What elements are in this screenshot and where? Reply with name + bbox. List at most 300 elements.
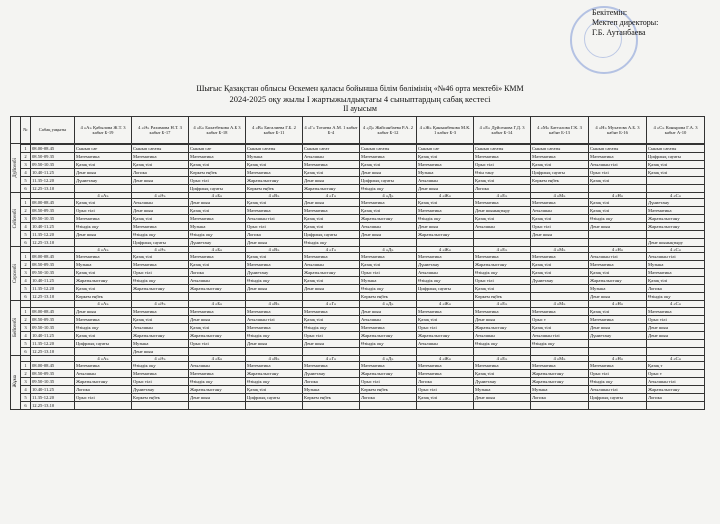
- subject-cell: Жаратылыстану: [189, 285, 246, 293]
- lesson-number: 4: [21, 277, 31, 285]
- subject-cell: Дене шын: [189, 315, 246, 323]
- column-header: 4 «Н» Мухатова А.Б. 3 кабнт Б-16: [589, 117, 647, 144]
- subject-cell: Логика: [647, 393, 705, 401]
- subject-cell: [531, 239, 589, 247]
- subject-cell: Ағылшын: [474, 223, 531, 231]
- subject-cell: Цифрлық сауаты: [75, 339, 132, 347]
- class-label: 4 «Ә»: [132, 301, 189, 307]
- class-label: 4 «Д»: [360, 247, 417, 253]
- subject-cell: Өзіндік оқу: [647, 293, 705, 301]
- subject-cell: Дене шын: [75, 169, 132, 177]
- subject-cell: Ағылшын: [474, 331, 531, 339]
- lesson-row: [11, 177, 705, 185]
- subject-cell: Сынып сағаты: [589, 145, 647, 153]
- class-label: 4 «А»: [75, 193, 132, 199]
- subject-cell: [303, 293, 360, 301]
- subject-cell: Дене шынықтыру: [474, 207, 531, 215]
- lesson-number: 3: [21, 269, 31, 277]
- subject-cell: Жаратылыстану: [474, 323, 531, 331]
- subject-cell: [647, 339, 705, 347]
- subject-cell: Дүниетану: [589, 331, 647, 339]
- subject-cell: [132, 185, 189, 193]
- subject-cell: [589, 239, 647, 247]
- subject-cell: Өзіндік оқу: [303, 323, 360, 331]
- class-label: 4 «Н»: [589, 301, 647, 307]
- subject-cell: Қазақ тілі: [589, 199, 647, 207]
- subject-cell: [647, 177, 705, 185]
- subject-cell: Ағылшын: [417, 177, 474, 185]
- subject-cell: Математика: [246, 307, 303, 315]
- subject-cell: [360, 347, 417, 355]
- class-label: 4 «Н»: [589, 193, 647, 199]
- lesson-number: 2: [21, 315, 31, 323]
- subject-cell: Қазақ тілі: [246, 253, 303, 261]
- subject-cell: Жаратылыстану: [474, 261, 531, 269]
- subject-cell: Орыс тілі: [303, 331, 360, 339]
- subject-cell: Дене шын: [417, 185, 474, 193]
- subject-cell: Дене шын: [303, 199, 360, 207]
- subject-cell: Көркем еңбек: [75, 293, 132, 301]
- subject-cell: Дене шын: [589, 293, 647, 301]
- lesson-number: 3: [21, 323, 31, 331]
- subject-cell: Ағылшын тілі: [246, 215, 303, 223]
- column-header: 4 «В» Бигалиева Г.Б. 2 кабнт Б-11: [246, 117, 303, 144]
- subject-cell: Қазақ тілі: [647, 169, 705, 177]
- subject-cell: Көркем еңбек: [360, 385, 417, 393]
- subject-cell: Дене шынықтыру: [647, 239, 705, 247]
- subject-cell: Музыка: [417, 169, 474, 177]
- subject-cell: Математика: [132, 261, 189, 269]
- subject-cell: Музыка: [647, 261, 705, 269]
- subject-cell: Цифрлық сауаты: [246, 393, 303, 401]
- subject-cell: Математика: [589, 153, 647, 161]
- subject-cell: Қазақ тілі: [531, 323, 589, 331]
- subject-cell: Математика: [132, 307, 189, 315]
- subject-cell: Музыка: [474, 385, 531, 393]
- subject-cell: Математика: [360, 153, 417, 161]
- subject-cell: Математика: [75, 215, 132, 223]
- subject-cell: Сынып сағаты: [531, 145, 589, 153]
- subject-cell: Көркем еңбек: [360, 293, 417, 301]
- subject-cell: Музыка: [531, 385, 589, 393]
- lesson-time: 10.40-11.25: [31, 169, 75, 177]
- subject-cell: Қазақ тілі: [189, 323, 246, 331]
- lesson-row: [11, 401, 705, 409]
- header-row: [11, 117, 705, 144]
- subject-cell: [589, 185, 647, 193]
- subject-cell: [303, 347, 360, 355]
- class-label: 4 «М»: [531, 247, 589, 253]
- subject-cell: [360, 401, 417, 409]
- subject-cell: Жаратылыстану: [189, 331, 246, 339]
- subject-cell: [647, 185, 705, 193]
- subject-cell: Жаратылыстану: [360, 215, 417, 223]
- subject-cell: [474, 401, 531, 409]
- subject-cell: Жаратылыстану: [75, 277, 132, 285]
- subject-cell: Жаратылыстану: [531, 377, 589, 385]
- lesson-number: 3: [21, 161, 31, 169]
- day-cell: [11, 355, 21, 409]
- subject-cell: [647, 401, 705, 409]
- lesson-number: 6: [21, 185, 31, 193]
- subject-cell: Қазақ тілі: [589, 307, 647, 315]
- subject-cell: Ағылшын тілі: [246, 315, 303, 323]
- class-label: 4 «Г»: [303, 247, 360, 253]
- subject-cell: Музыка: [75, 261, 132, 269]
- lesson-number: 1: [21, 361, 31, 369]
- subject-cell: Өзіндік оқу: [246, 277, 303, 285]
- subject-cell: Цифрлық сауаты: [647, 153, 705, 161]
- subject-cell: Дене шын: [75, 231, 132, 239]
- lesson-row: [11, 269, 705, 277]
- subject-cell: Қазақ тілі: [531, 261, 589, 269]
- subject-cell: Математика: [303, 161, 360, 169]
- subject-cell: Логика: [360, 393, 417, 401]
- subject-cell: Өзіндік оқу: [189, 231, 246, 239]
- subject-cell: Қазақ тілі: [75, 269, 132, 277]
- subject-cell: Логика: [75, 385, 132, 393]
- subject-cell: Дене шын: [589, 223, 647, 231]
- lesson-number: 4: [21, 331, 31, 339]
- subject-cell: Дүниетану: [474, 377, 531, 385]
- day-cell: [11, 247, 21, 301]
- class-label: 4 «Д»: [360, 193, 417, 199]
- subject-cell: Математика: [189, 253, 246, 261]
- lesson-number: 5: [21, 177, 31, 185]
- subject-cell: [589, 231, 647, 239]
- lesson-number: 2: [21, 153, 31, 161]
- subject-cell: [589, 339, 647, 347]
- subject-cell: Математика: [75, 315, 132, 323]
- subject-cell: Қазақ тілі: [132, 253, 189, 261]
- subject-cell: Жаратылыстану: [417, 331, 474, 339]
- subject-cell: Қазақ тілі: [647, 161, 705, 169]
- lesson-number: 1: [21, 307, 31, 315]
- subject-cell: Сынып сағаты: [246, 145, 303, 153]
- subject-cell: Логика: [531, 393, 589, 401]
- subject-cell: Математика: [417, 253, 474, 261]
- subject-cell: Математика: [531, 199, 589, 207]
- lesson-row: [11, 315, 705, 323]
- lesson-time: 11.35-12.20: [31, 285, 75, 293]
- subject-cell: Өзіндік оқу: [246, 377, 303, 385]
- subject-cell: Математика: [246, 361, 303, 369]
- class-label: 4 «В»: [246, 193, 303, 199]
- subject-cell: Қазақ тілі: [75, 285, 132, 293]
- subject-cell: Математика: [75, 361, 132, 369]
- subject-cell: Орыс тілі: [246, 223, 303, 231]
- day-label: Сәрсенбі: [12, 263, 18, 283]
- lesson-time: 08.50-09.35: [31, 207, 75, 215]
- lesson-time: 09.50-10.35: [31, 323, 75, 331]
- class-label: 4 «Д»: [360, 301, 417, 307]
- lesson-time: 12.25-13.10: [31, 401, 75, 409]
- lesson-row: [11, 347, 705, 355]
- subject-cell: Цифрлық сауаты: [303, 231, 360, 239]
- subject-cell: Логика: [474, 185, 531, 193]
- subject-cell: Орыс тілі: [360, 269, 417, 277]
- subject-cell: Қазақ тілі: [417, 199, 474, 207]
- class-label: 4 «Ж»: [417, 247, 474, 253]
- lesson-row: [11, 185, 705, 193]
- subject-cell: Дене шын: [189, 393, 246, 401]
- subject-cell: Қазақ тілі: [417, 315, 474, 323]
- subject-cell: Қазақ тілі: [189, 207, 246, 215]
- lesson-time: 09.50-10.35: [31, 215, 75, 223]
- subject-cell: Дене шын: [303, 285, 360, 293]
- subject-cell: Дене шын: [132, 347, 189, 355]
- class-label: 4 «Ж»: [417, 355, 474, 361]
- subject-cell: Қазақ тілі: [589, 207, 647, 215]
- subject-cell: Музыка: [360, 277, 417, 285]
- subject-cell: Дене шын: [132, 177, 189, 185]
- subject-cell: Дене шын: [189, 199, 246, 207]
- lesson-time: 10.40-11.25: [31, 385, 75, 393]
- lesson-row: [11, 385, 705, 393]
- subject-cell: Қазақ т: [647, 361, 705, 369]
- subject-cell: Көркем еңбек: [189, 169, 246, 177]
- subject-cell: Дене шын: [417, 223, 474, 231]
- lesson-time: 08.00-08.45: [31, 199, 75, 207]
- subject-cell: Орыс тілі: [417, 323, 474, 331]
- subject-cell: [132, 293, 189, 301]
- column-header: 4 «Е» Дүйсенова Г.Д. 3 кабнт Б-14: [474, 117, 531, 144]
- class-label: 4 «С»: [647, 247, 705, 253]
- subject-cell: Ағылшын: [189, 361, 246, 369]
- subject-cell: Өзіндік оқу: [360, 185, 417, 193]
- subject-cell: Математика: [246, 323, 303, 331]
- subject-cell: Қазақ тілі: [75, 161, 132, 169]
- lesson-number: 5: [21, 285, 31, 293]
- subject-cell: Өзіндік оқу: [132, 277, 189, 285]
- subject-cell: [75, 347, 132, 355]
- subject-cell: Көркем еңбек: [246, 185, 303, 193]
- class-label: 4 «В»: [246, 355, 303, 361]
- class-label: 4 «С»: [647, 193, 705, 199]
- subject-cell: Қазақ тілі: [474, 369, 531, 377]
- subject-cell: Математика: [417, 207, 474, 215]
- subject-cell: Өзіндік оқу: [474, 269, 531, 277]
- lesson-number: 2: [21, 261, 31, 269]
- subject-cell: Дүниетану: [303, 369, 360, 377]
- subject-cell: Ағылшын тілі: [531, 331, 589, 339]
- subject-cell: Дене шын: [589, 323, 647, 331]
- subject-cell: Математика: [474, 307, 531, 315]
- subject-cell: Дене шын: [132, 207, 189, 215]
- subject-cell: [246, 293, 303, 301]
- subject-cell: Математика: [531, 361, 589, 369]
- title-line-2: 2024-2025 оқу жылы І жартыжылдықтағы 4 сыныптардың сабақ кестесі: [229, 94, 491, 104]
- lesson-row: [11, 293, 705, 301]
- lesson-row: [11, 153, 705, 161]
- subject-cell: Дене шын: [360, 169, 417, 177]
- lesson-number: 6: [21, 239, 31, 247]
- subject-cell: Қазақ тілі: [474, 177, 531, 185]
- subject-cell: [75, 401, 132, 409]
- lesson-number: 4: [21, 169, 31, 177]
- title-line-1: Шығыс Қазақстан облысы Өскемен қаласы бойынша білім бөлімінің «№46 орта мектебі» КММ: [196, 84, 524, 93]
- lesson-time: 09.50-10.35: [31, 269, 75, 277]
- lesson-time: 10.40-11.25: [31, 223, 75, 231]
- column-header: 4 «Г» Тотаева А.М. 1 кабнт Б-4: [303, 117, 360, 144]
- approval-line-3: Г.Б. Аутанбаева: [592, 28, 646, 37]
- class-label: 4 «Г»: [303, 193, 360, 199]
- lesson-number: 2: [21, 207, 31, 215]
- subject-cell: Қазақ тілі: [360, 207, 417, 215]
- subject-cell: Өзін тану: [474, 169, 531, 177]
- class-label: 4 «Н»: [589, 355, 647, 361]
- class-label: 4 «С»: [647, 355, 705, 361]
- class-label: 4 «Б»: [189, 355, 246, 361]
- subject-cell: Жаратылыстану: [417, 231, 474, 239]
- subject-cell: Цифрлық сауаты: [132, 239, 189, 247]
- subject-cell: Дене шын: [474, 315, 531, 323]
- subject-cell: Математика: [417, 369, 474, 377]
- class-label: 4 «Е»: [474, 355, 531, 361]
- day-cell: [11, 193, 21, 247]
- class-label: 4 «Г»: [303, 301, 360, 307]
- day-label: Бейсенбі: [12, 317, 18, 337]
- lesson-row: [11, 169, 705, 177]
- subject-cell: Математика: [647, 307, 705, 315]
- lesson-number: 1: [21, 253, 31, 261]
- subject-cell: Математика: [474, 199, 531, 207]
- subject-cell: Математика: [246, 169, 303, 177]
- subject-cell: Логика: [246, 231, 303, 239]
- subject-cell: Өзіндік оқу: [531, 339, 589, 347]
- subject-cell: Дене шын: [474, 393, 531, 401]
- subject-cell: Ағылшын тілі: [647, 377, 705, 385]
- lesson-time: 11.35-12.20: [31, 393, 75, 401]
- lesson-row: [11, 285, 705, 293]
- subject-cell: Дүниетану: [132, 385, 189, 393]
- subject-cell: Математика: [132, 223, 189, 231]
- subject-cell: Қазақ тілі: [303, 223, 360, 231]
- class-label: 4 «Б»: [189, 247, 246, 253]
- subject-cell: Цифрлық сауаты: [417, 285, 474, 293]
- subject-cell: Орыс тілі: [132, 377, 189, 385]
- subject-cell: Жаратылыстану: [360, 369, 417, 377]
- lesson-time: 11.35-12.20: [31, 177, 75, 185]
- subject-cell: [647, 231, 705, 239]
- column-header: 4 «М» Батталова Г.К. 3 кабнт Б-13: [531, 117, 589, 144]
- subject-cell: Математика: [189, 215, 246, 223]
- subject-cell: Дене шын: [531, 231, 589, 239]
- subject-cell: Қазақ тілі: [75, 331, 132, 339]
- subject-cell: Математика: [189, 153, 246, 161]
- subject-cell: Орыс тілі: [75, 393, 132, 401]
- subject-cell: Математика: [303, 361, 360, 369]
- class-label: 4 «С»: [647, 301, 705, 307]
- lesson-row: [11, 339, 705, 347]
- subject-cell: Ағылшын: [132, 323, 189, 331]
- subject-cell: Математика: [303, 307, 360, 315]
- subject-cell: Орыс тілі: [189, 339, 246, 347]
- subject-cell: Ағылшын: [303, 153, 360, 161]
- subject-cell: Математика: [474, 253, 531, 261]
- subject-cell: Ағылшын тілі: [589, 253, 647, 261]
- subject-cell: Қазақ тілі: [189, 261, 246, 269]
- class-label: 4 «Е»: [474, 247, 531, 253]
- class-label: 4 «Е»: [474, 301, 531, 307]
- subject-cell: Қазақ тілі: [531, 215, 589, 223]
- subject-cell: Қазақ тілі: [303, 215, 360, 223]
- subject-cell: Қазақ тілі: [303, 277, 360, 285]
- class-label: 4 «Н»: [589, 247, 647, 253]
- class-label: 4 «А»: [75, 301, 132, 307]
- subject-cell: Қазақ тілі: [246, 385, 303, 393]
- lesson-row: [11, 323, 705, 331]
- subject-cell: Математика: [589, 315, 647, 323]
- subject-cell: Логика: [132, 169, 189, 177]
- subject-cell: Музыка: [246, 153, 303, 161]
- class-label: 4 «Е»: [474, 193, 531, 199]
- lesson-time: 08.00-08.45: [31, 253, 75, 261]
- subject-cell: Көркем еңбек: [303, 393, 360, 401]
- day-label: Сейсенбі: [12, 209, 18, 229]
- approval-block: [592, 8, 658, 38]
- lesson-number: 5: [21, 231, 31, 239]
- subject-cell: Қазақ тілі: [132, 315, 189, 323]
- subject-cell: Жаратылыстану: [246, 177, 303, 185]
- subject-cell: [75, 239, 132, 247]
- subject-cell: Математика: [360, 199, 417, 207]
- lesson-number: 1: [21, 199, 31, 207]
- subject-cell: Қазақ тілі: [303, 169, 360, 177]
- subject-cell: Қазақ тілі: [417, 393, 474, 401]
- subject-cell: Қазақ тілі: [531, 161, 589, 169]
- subject-cell: Жаратылыстану: [303, 185, 360, 193]
- class-label: 4 «Б»: [189, 193, 246, 199]
- subject-cell: [360, 239, 417, 247]
- subject-cell: Математика: [303, 253, 360, 261]
- subject-cell: Орыс тілі: [360, 377, 417, 385]
- subject-cell: Дене шын: [303, 177, 360, 185]
- subject-cell: Орыс тілі: [531, 223, 589, 231]
- subject-cell: [417, 401, 474, 409]
- lesson-number: 5: [21, 339, 31, 347]
- day-cell: [11, 144, 21, 193]
- subject-cell: [589, 401, 647, 409]
- subject-cell: Орыс тілі: [589, 169, 647, 177]
- subject-cell: Ағылшын: [75, 369, 132, 377]
- class-label: 4 «Ж»: [417, 301, 474, 307]
- lesson-number: 6: [21, 401, 31, 409]
- subject-cell: Өзіндік оқу: [360, 285, 417, 293]
- subject-cell: Қазақ тілі: [360, 261, 417, 269]
- lesson-number: 4: [21, 223, 31, 231]
- subject-cell: Қазақ тілі: [303, 315, 360, 323]
- lesson-time: 12.25-13.10: [31, 185, 75, 193]
- lesson-time: 09.50-10.35: [31, 161, 75, 169]
- class-label: 4 «В»: [246, 247, 303, 253]
- subject-cell: Жаратылыстану: [132, 331, 189, 339]
- subject-cell: Дене шын: [303, 339, 360, 347]
- lesson-row: [11, 331, 705, 339]
- class-label: 4 «Ә»: [132, 193, 189, 199]
- subject-cell: [531, 285, 589, 293]
- column-header: Сабақ уақыты: [31, 117, 75, 144]
- class-label: 4 «В»: [246, 301, 303, 307]
- subject-cell: [531, 185, 589, 193]
- subject-cell: Сынып сағаты: [360, 145, 417, 153]
- subject-cell: Дене шын: [647, 323, 705, 331]
- subject-cell: Орыс тілі: [417, 385, 474, 393]
- subject-cell: Цифрлық сауаты: [360, 177, 417, 185]
- subject-cell: Музыка: [132, 339, 189, 347]
- lesson-time: 12.25-13.10: [31, 239, 75, 247]
- lesson-time: 08.50-09.35: [31, 261, 75, 269]
